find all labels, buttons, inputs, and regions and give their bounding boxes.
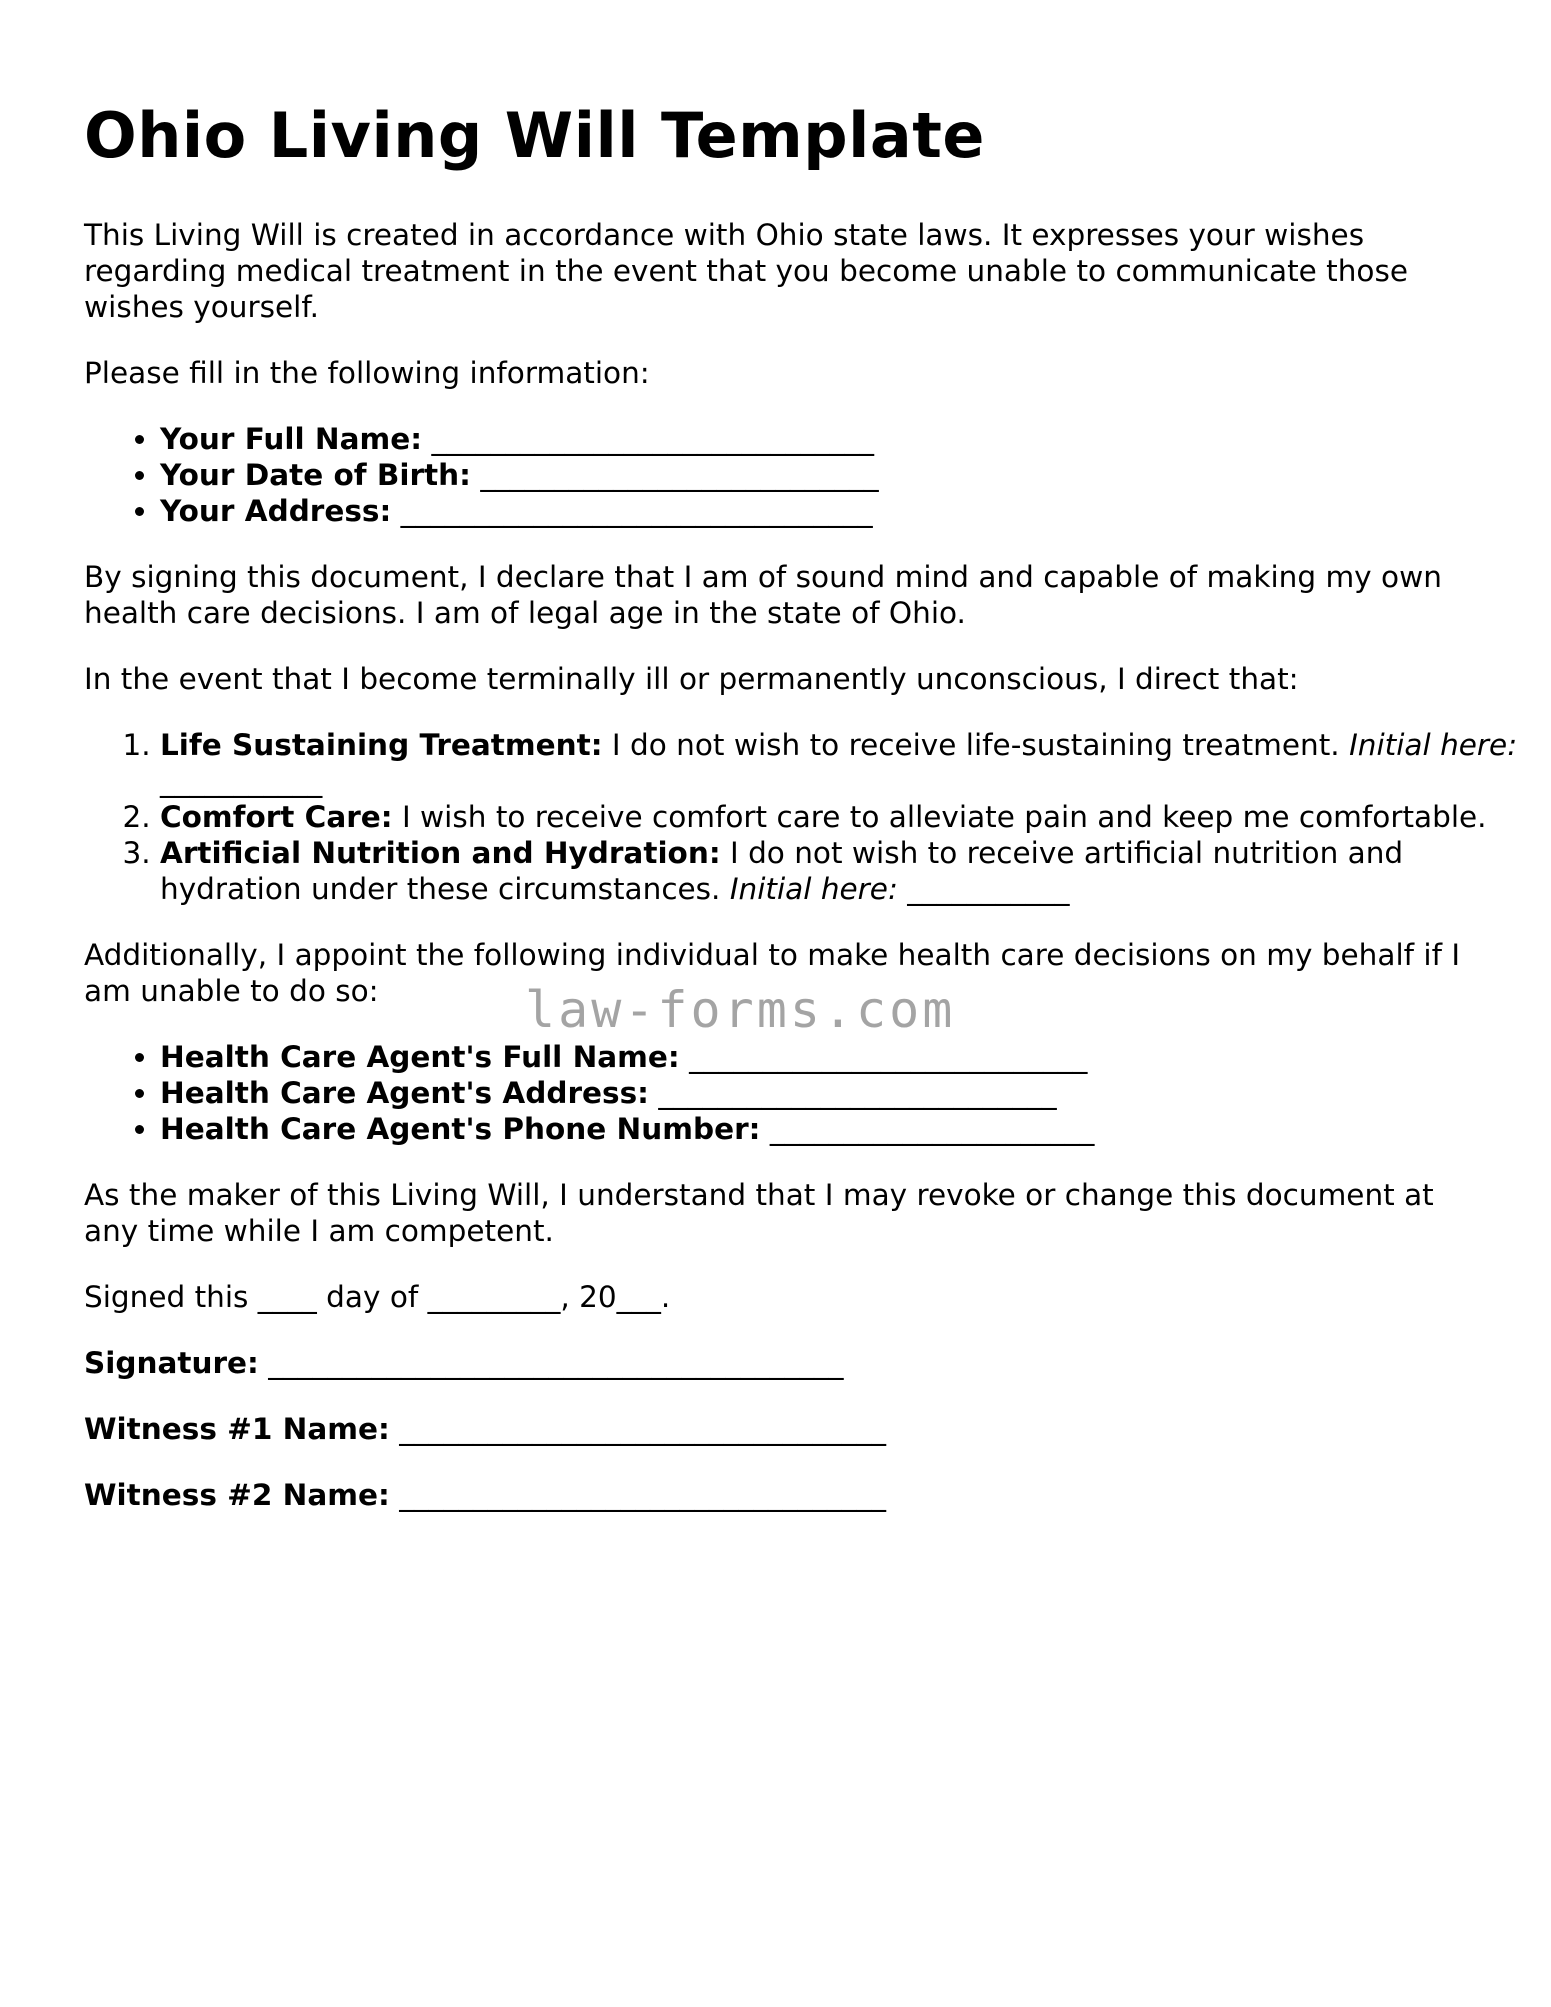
witness-2-line: [84, 1477, 1484, 1513]
signature-line: [84, 1345, 1484, 1381]
revoke-paragraph: As the maker of this Living Will, I understand that I may revoke or change this document at any time while I am competent.: [84, 1178, 1434, 1248]
field-label: Health Care Agent's Address:: [160, 1076, 649, 1110]
agent-address-blank[interactable]: ___________________________: [658, 1076, 1057, 1110]
initial-blank[interactable]: ___________: [897, 872, 1070, 906]
directive-text: I wish to receive comfort care to alleviate pain and keep me comfortable.: [392, 800, 1487, 834]
directive-label: Artificial Nutrition and Hydration:: [160, 836, 721, 870]
list-item-agent-address: [160, 1075, 1484, 1111]
initial-blank[interactable]: ___________: [160, 764, 323, 798]
fill-prompt: Please fill in the following information:: [84, 356, 650, 390]
directive-item-life-sustaining: [160, 727, 1536, 799]
page-title: Ohio Living Will Template: [84, 99, 985, 172]
witness-1-label: Witness #1 Name:: [84, 1412, 390, 1446]
address-blank[interactable]: ________________________________: [400, 494, 873, 528]
directives-list: [84, 727, 1536, 907]
full-name-blank[interactable]: ______________________________: [431, 422, 874, 456]
list-item-agent-name: [160, 1039, 1484, 1075]
agent-phone-blank[interactable]: ______________________: [769, 1112, 1095, 1146]
document-page: [84, 99, 1518, 1543]
personal-info-list: [84, 421, 1484, 529]
intro-paragraph: This Living Will is created in accordance with Ohio state laws. It expresses your wishes regarding medical treatment in the event that you become unable to communicate those wishes yourself.: [84, 218, 1408, 324]
agent-info-list: [84, 1039, 1484, 1147]
signature-label: Signature:: [84, 1346, 259, 1380]
directive-intro: In the event that I become terminally ill or permanently unconscious, I direct that:: [84, 662, 1299, 696]
agent-name-blank[interactable]: ___________________________: [689, 1040, 1088, 1074]
field-label: Your Date of Birth:: [160, 458, 471, 492]
list-item-agent-phone: [160, 1111, 1484, 1147]
directive-label: Comfort Care:: [160, 800, 393, 834]
directive-item-comfort-care: [160, 799, 1536, 835]
list-item-address: [160, 493, 1484, 529]
witness-2-blank[interactable]: _________________________________: [399, 1478, 886, 1512]
directive-text: I do not wish to receive life-sustaining treatment.: [602, 728, 1350, 762]
witness-1-line: [84, 1411, 1484, 1447]
initial-label: Initial here:: [729, 872, 898, 906]
date-of-birth-blank[interactable]: ___________________________: [480, 458, 879, 492]
directive-text: I do not wish to receive artificial nutrition and hydration under these circumstances.: [160, 836, 1404, 906]
declaration-paragraph: By signing this document, I declare that I am of sound mind and capable of making my own health care decisions. I am of legal age in the state of Ohio.: [84, 560, 1442, 630]
field-label: Your Full Name:: [160, 422, 423, 456]
watermark: law-forms.com: [525, 981, 956, 1039]
agent-intro-paragraph: Additionally, I appoint the following individual to make health care decisions on my behalf if I am unable to do so:: [84, 938, 1461, 1008]
field-label: Health Care Agent's Full Name:: [160, 1040, 680, 1074]
directive-item-nutrition-hydration: [160, 835, 1536, 907]
signed-date-line: Signed this ____ day of _________, 20___.: [84, 1280, 671, 1314]
signature-blank[interactable]: _______________________________________: [268, 1346, 844, 1380]
field-label: Your Address:: [160, 494, 392, 528]
field-label: Health Care Agent's Phone Number:: [160, 1112, 761, 1146]
witness-2-label: Witness #2 Name:: [84, 1478, 390, 1512]
initial-label: Initial here:: [1349, 728, 1518, 762]
witness-1-blank[interactable]: _________________________________: [399, 1412, 886, 1446]
list-item-date-of-birth: [160, 457, 1484, 493]
list-item-full-name: [160, 421, 1484, 457]
directive-label: Life Sustaining Treatment:: [160, 728, 603, 762]
